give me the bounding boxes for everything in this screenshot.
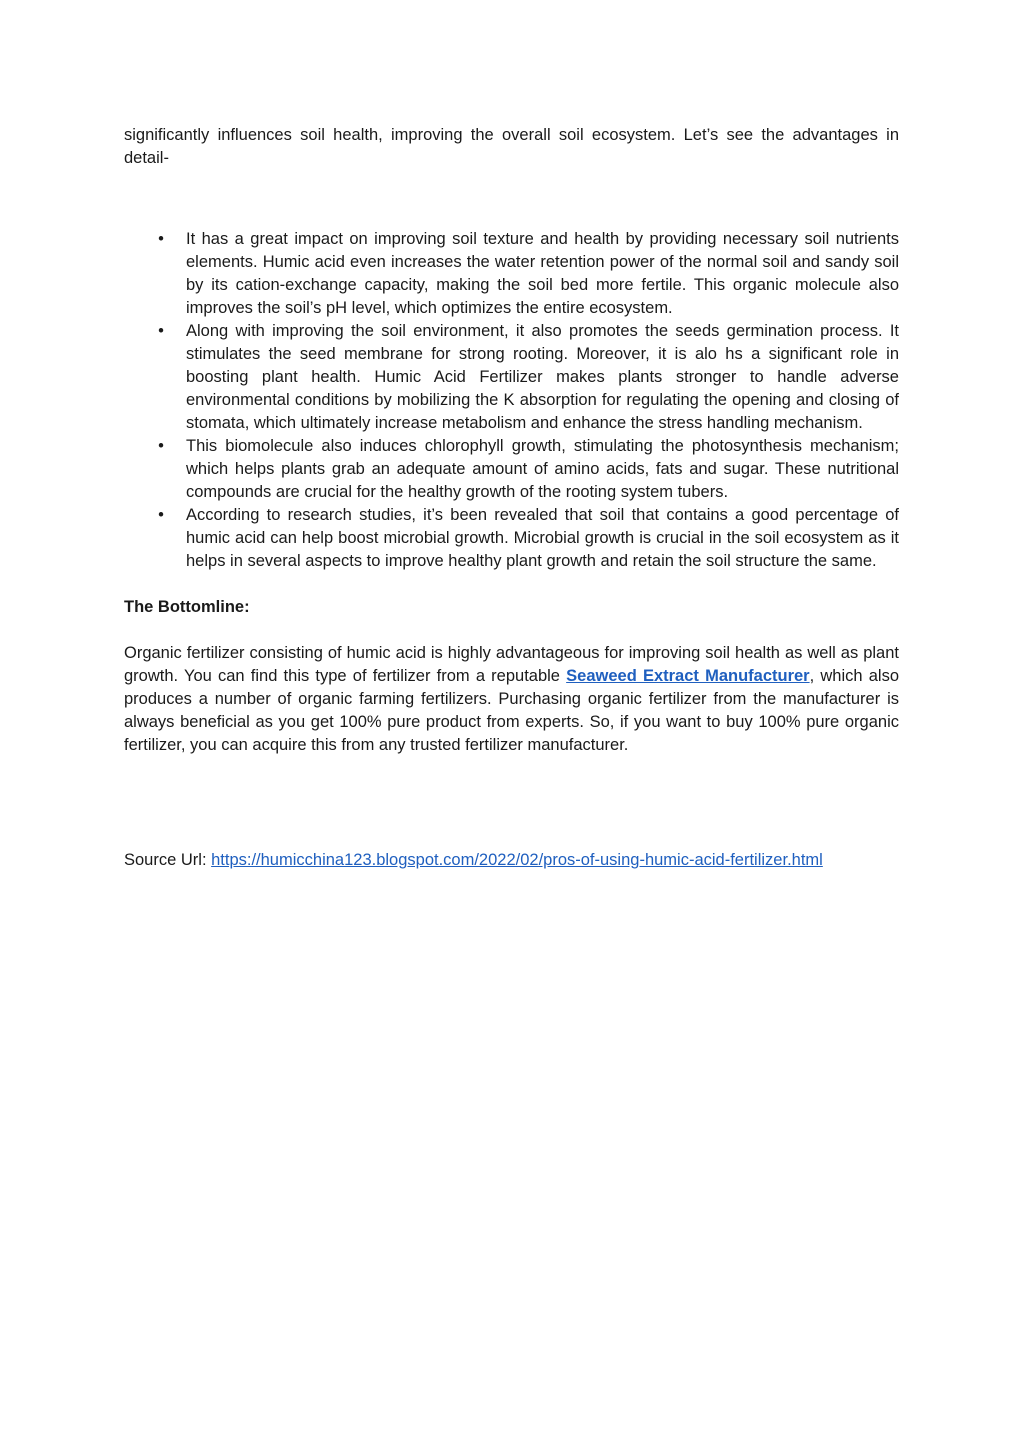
source-url-link[interactable]: https://humicchina123.blogspot.com/2022/02/pros-of-using-humic-acid-fertilizer.html [211, 851, 823, 869]
source-line [124, 849, 899, 872]
document-body [124, 124, 899, 872]
intro-paragraph: significantly influences soil health, improving the overall soil ecosystem. Let’s see the advantages in detail- [124, 126, 899, 167]
bottomline-text-end: , which also produces a number of organic farming fertilizers. Purchasing organic fertilizer from the manufacturer is always beneficial as you get 100% pure product from experts. So, if you want to buy 100% pure organic fertilizer, you can acquire this from any trusted fertilizer manufacturer. [124, 667, 899, 754]
list-item-text: This biomolecule also induces chlorophyll growth, stimulating the photosynthesis mechanism; which helps plants grab an adequate amount of amino acids, fats and sugar. These nutritional compounds are crucial for the healthy growth of the rooting system tubers. [186, 437, 899, 501]
list-item [124, 435, 899, 504]
bottomline-heading: The Bottomline: [124, 598, 250, 616]
list-item-text: Along with improving the soil environment, it also promotes the seeds germination process. It stimulates the seed membrane for strong rooting. Moreover, it is alo hs a significant role in boosting plant health. Humic Acid Fertilizer makes plants stronger to handle adverse environmental conditions by mobilizing the K absorption for regulating the opening and closing of stomata, which ultimately increase metabolism and enhance the stress handling mechanism. [186, 322, 899, 432]
list-item [124, 320, 899, 435]
bullet-icon: • [158, 322, 164, 340]
source-label: Source Url: [124, 851, 212, 869]
list-item-text: It has a great impact on improving soil texture and health by providing necessary soil nutrients elements. Humic acid even increases the water retention power of the normal soil and sandy soil by its cation-exchange capacity, making the soil bed more fertile. This organic molecule also improves the soil’s pH level, which optimizes the entire ecosystem. [186, 230, 899, 317]
bottomline-text-start: Organic fertilizer consisting of humic acid is highly advantageous for improving soil health as well as plant growth. You can find this type of fertilizer from a reputable [124, 644, 899, 685]
seaweed-extract-manufacturer-link[interactable]: Seaweed Extract Manufacturer [566, 667, 810, 685]
bullet-icon: • [158, 437, 164, 455]
bottomline-paragraph [124, 642, 899, 757]
bullet-icon: • [158, 230, 164, 248]
benefits-list [124, 228, 899, 573]
list-item-text: According to research studies, it’s been revealed that soil that contains a good percentage of humic acid can help boost microbial growth. Microbial growth is crucial in the soil ecosystem as it helps in several aspects to improve healthy plant growth and retain the soil structure the same. [186, 506, 899, 570]
bullet-icon: • [158, 506, 164, 524]
list-item [124, 504, 899, 573]
list-item [124, 228, 899, 320]
